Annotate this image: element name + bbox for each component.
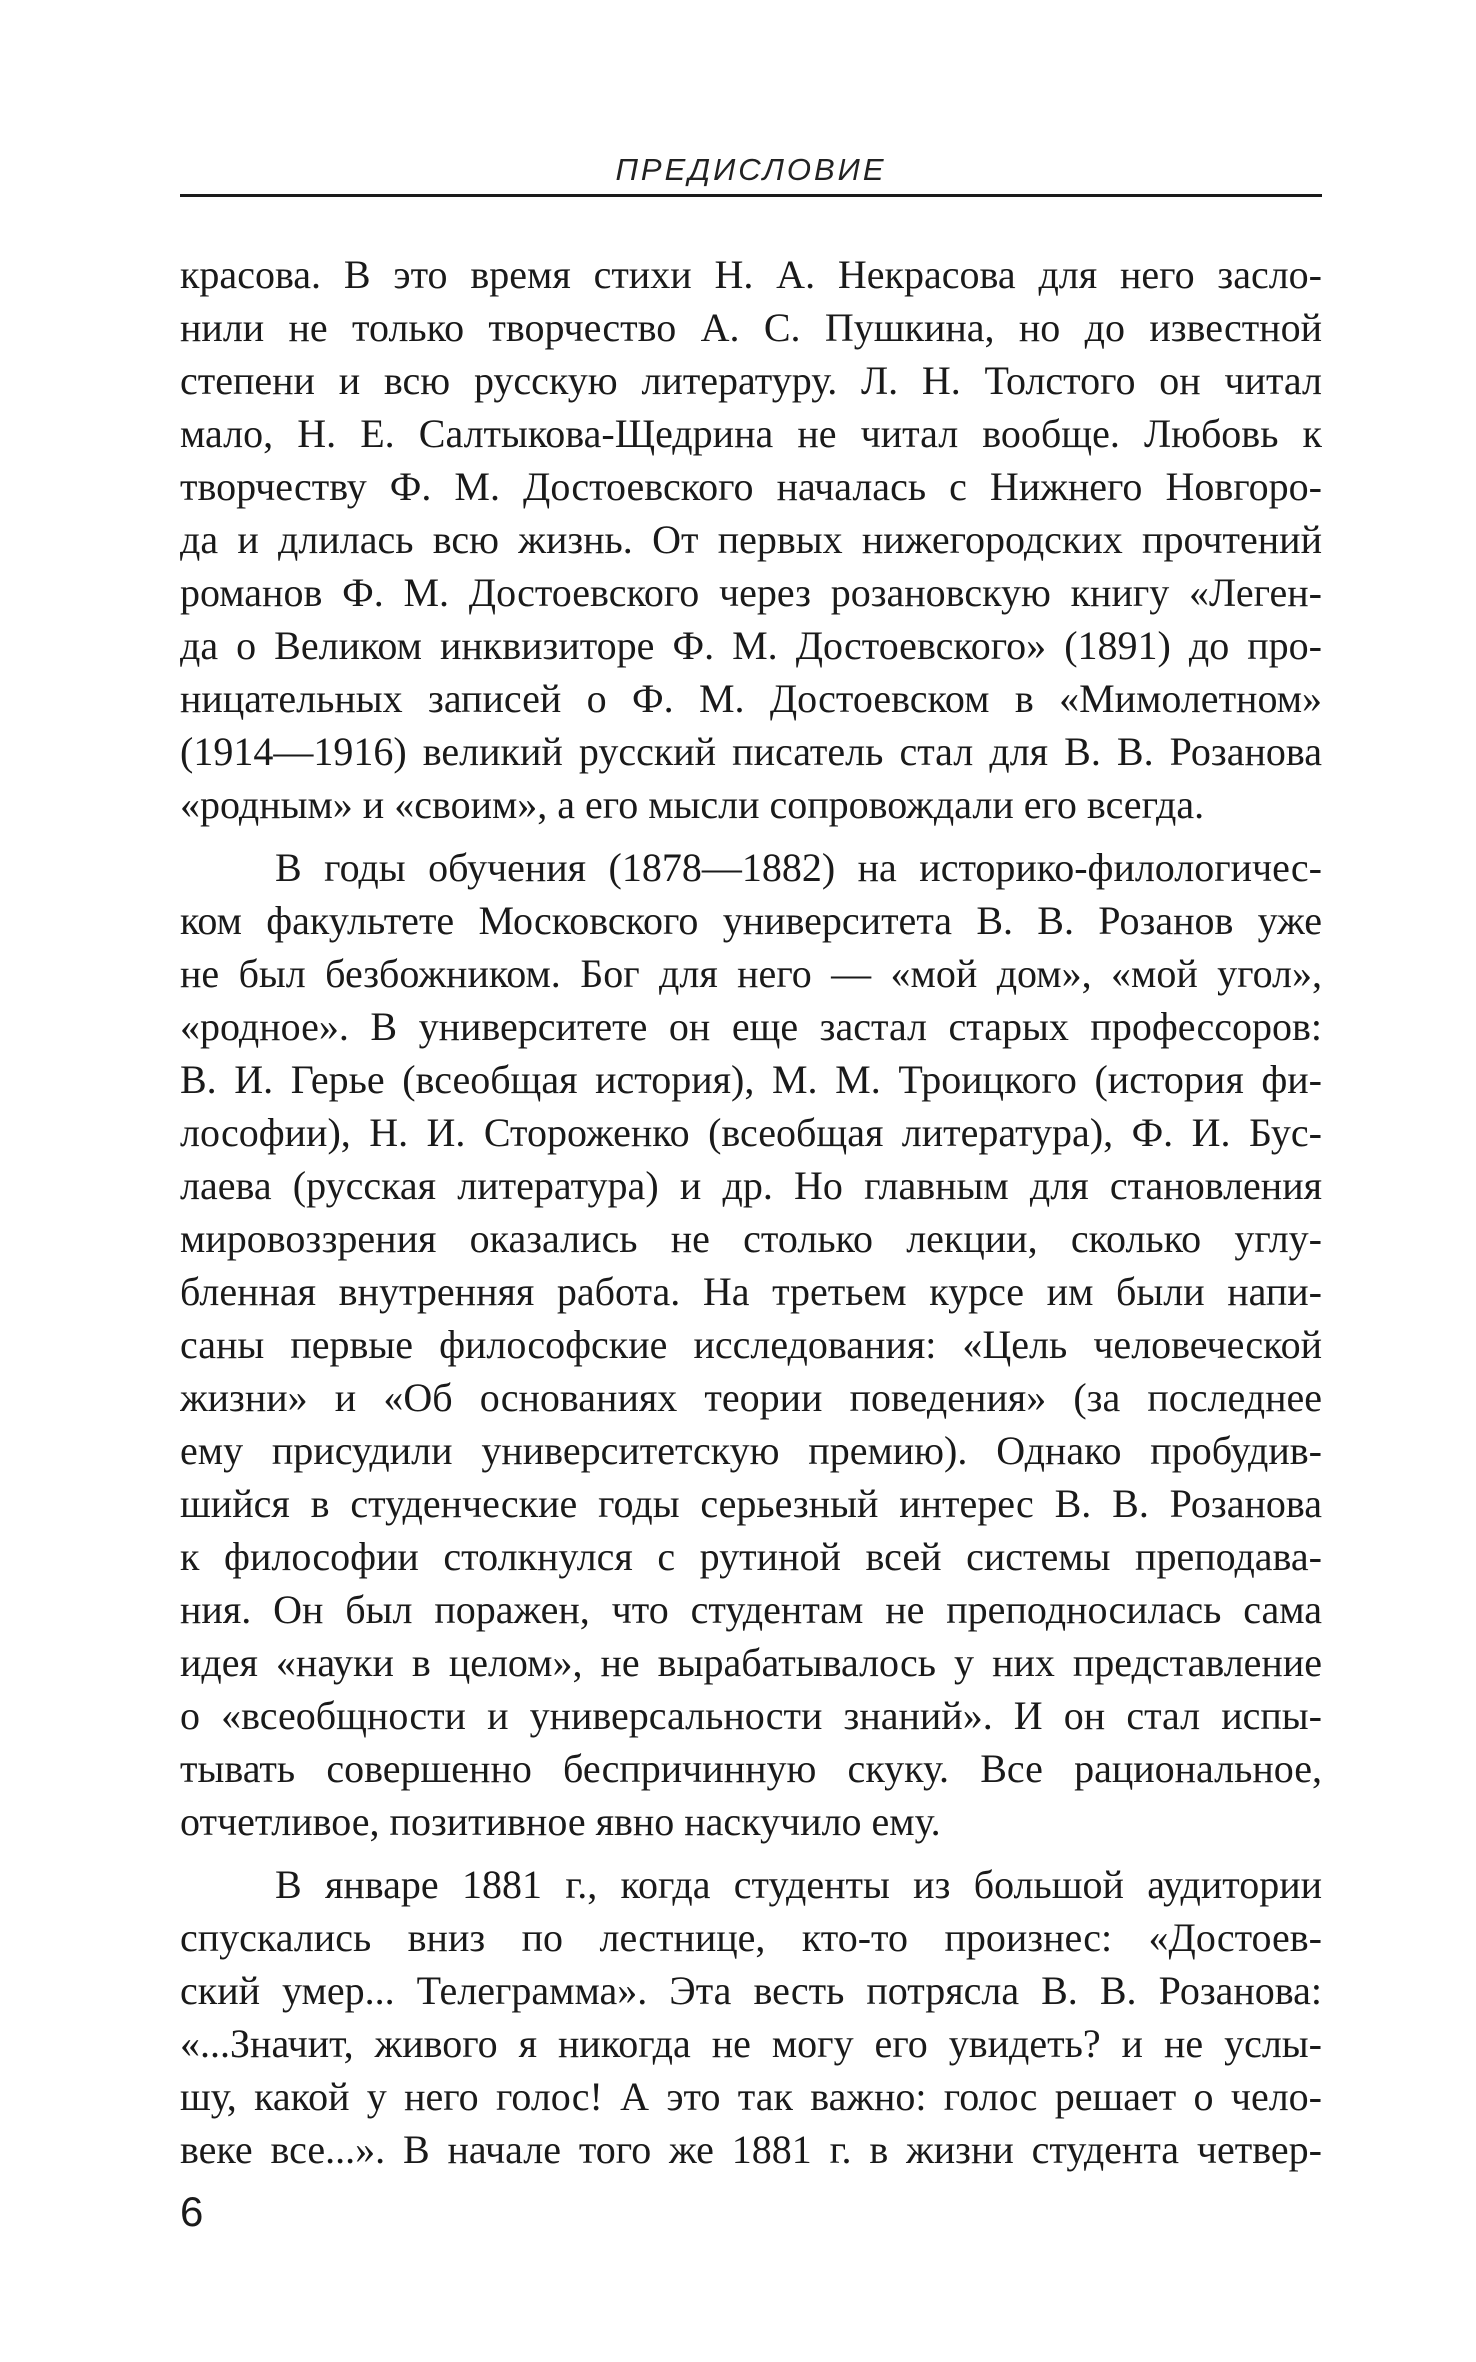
text-line: жизни» и «Об основаниях теории поведения» (за последнее bbox=[180, 1375, 1322, 1420]
text-line: идея «науки в целом», не вырабатывалось у них представление bbox=[180, 1640, 1322, 1685]
text-line: «родным» и «своим», а его мысли сопровождали его всегда. bbox=[180, 782, 1205, 827]
text-line: степени и всю русскую литературу. Л. Н. Толстого он читал bbox=[180, 358, 1322, 403]
page-number: 6 bbox=[180, 2188, 204, 2235]
text-line: (1914—1916) великий русский писатель стал для В. В. Розанова bbox=[180, 729, 1322, 774]
text-line: мало, Н. Е. Салтыкова-Щедрина не читал вообще. Любовь к bbox=[180, 411, 1322, 456]
text-line: нили не только творчество А. С. Пушкина, но до известной bbox=[180, 305, 1322, 350]
text-line: не был безбожником. Бог для него — «мой дом», «мой угол», bbox=[180, 951, 1322, 996]
text-line: ком факультете Московского университета В. В. Розанов уже bbox=[180, 898, 1322, 943]
text-line: шу, какой у него голос! А это так важно: голос решает о чело- bbox=[180, 2074, 1322, 2119]
text-line: о «всеобщности и универсальности знаний». И он стал испы- bbox=[180, 1693, 1322, 1738]
text-line: отчетливое, позитивное явно наскучило ему. bbox=[180, 1799, 941, 1844]
text-line: к философии столкнулся с рутиной всей системы преподава- bbox=[180, 1534, 1322, 1579]
text-line: красова. В это время стихи Н. А. Некрасова для него засло- bbox=[180, 252, 1322, 297]
text-line: «...Значит, живого я никогда не могу его увидеть? и не услы- bbox=[180, 2021, 1322, 2066]
text-line: спускались вниз по лестнице, кто-то произнес: «Достоев- bbox=[180, 1915, 1322, 1960]
text-line: бленная внутренняя работа. На третьем курсе им были напи- bbox=[180, 1269, 1322, 1314]
text-line: лософии), Н. И. Стороженко (всеобщая литература), Ф. И. Бус- bbox=[180, 1110, 1322, 1155]
text-line: веке все...». В начале того же 1881 г. в жизни студента четвер- bbox=[180, 2127, 1322, 2172]
paragraph-2 bbox=[180, 841, 1322, 1848]
text-line: ский умер... Телеграмма». Эта весть потрясла В. В. Розанова: bbox=[180, 1968, 1322, 2013]
text-line: романов Ф. М. Достоевского через розановскую книгу «Леген- bbox=[180, 570, 1322, 615]
paragraph-3 bbox=[180, 1858, 1322, 2176]
header-rule bbox=[180, 194, 1322, 197]
text-line: В январе 1881 г., когда студенты из большой аудитории bbox=[275, 1862, 1322, 1907]
text-line: да и длилась всю жизнь. От первых нижегородских прочтений bbox=[180, 517, 1322, 562]
body-text bbox=[180, 248, 1322, 2176]
text-line: саны первые философские исследования: «Цель человеческой bbox=[180, 1322, 1322, 1367]
text-line: ницательных записей о Ф. М. Достоевском в «Мимолетном» bbox=[180, 676, 1322, 721]
text-line: В. И. Герье (всеобщая история), М. М. Троицкого (история фи- bbox=[180, 1057, 1322, 1102]
running-title: ПРЕДИСЛОВИЕ bbox=[615, 152, 887, 187]
text-line: лаева (русская литература) и др. Но главным для становления bbox=[180, 1163, 1322, 1208]
text-line: «родное». В университете он еще застал старых профессоров: bbox=[180, 1004, 1322, 1049]
text-line: тывать совершенно беспричинную скуку. Все рациональное, bbox=[180, 1746, 1322, 1791]
text-line: ему присудили университетскую премию). Однако пробудив- bbox=[180, 1428, 1322, 1473]
text-line: ния. Он был поражен, что студентам не преподносилась сама bbox=[180, 1587, 1322, 1632]
text-line: В годы обучения (1878—1882) на историко-филологичес- bbox=[275, 845, 1322, 890]
text-line: творчеству Ф. М. Достоевского началась с Нижнего Новгоро- bbox=[180, 464, 1322, 509]
paragraph-1 bbox=[180, 248, 1322, 831]
text-line: да о Великом инквизиторе Ф. М. Достоевского» (1891) до про- bbox=[180, 623, 1322, 668]
text-line: мировоззрения оказались не столько лекции, сколько углу- bbox=[180, 1216, 1322, 1261]
text-line: шийся в студенческие годы серьезный интерес В. В. Розанова bbox=[180, 1481, 1322, 1526]
